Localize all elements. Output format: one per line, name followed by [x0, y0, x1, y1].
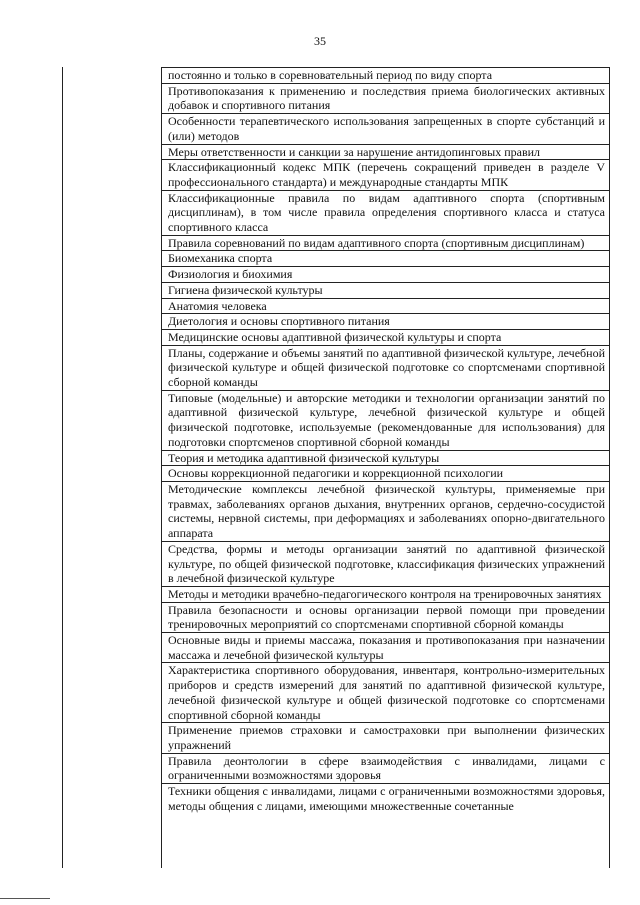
table-row: Особенности терапевтического использования запрещенных в спорте субстанций и (или) методов [162, 113, 609, 143]
table-row: Теория и методика адаптивной физической культуры [162, 450, 609, 466]
table-row: Типовые (модельные) и авторские методики и технологии организации занятий по адаптивной физической культуре, лечебной физической культуре и общей физической подготовке, используемые (рекомендованные для использования) для подготовки спортсменов спортивной сборной команды [162, 390, 609, 450]
table-row: Физиология и биохимия [162, 266, 609, 282]
table-row: Методы и методики врачебно-педагогического контроля на тренировочных занятиях [162, 586, 609, 602]
table-row: Методические комплексы лечебной физической культуры, применяемые при травмах, заболеваниях органов дыхания, внутренних органов, сердечно-сосудистой системы, нервной системы, при деформациях и заболеваниях опорно-двигательного аппарата [162, 481, 609, 541]
table-row: Меры ответственности и санкции за нарушение антидопинговых правил [162, 144, 609, 160]
table-right-column [162, 67, 609, 813]
page-number: 35 [314, 34, 326, 48]
knowledge-table [62, 67, 610, 868]
table-row: Классификационные правила по видам адаптивного спорта (спортивным дисциплинам), в том числе правила определения спортивного класса и статуса спортивного класса [162, 190, 609, 235]
table-row: Характеристика спортивного оборудования, инвентаря, контрольно-измерительных приборов и средств измерений для занятий по адаптивной физической культуре, лечебной физической культуре и общей физической подготовке со спортсменами спортивной сборной команды [162, 662, 609, 722]
footer-line [0, 898, 50, 899]
table-row: Диетология и основы спортивного питания [162, 313, 609, 329]
table-row: Техники общения с инвалидами, лицами с ограниченными возможностями здоровья, методы общения с лицами, имеющими множественные сочетанные [162, 783, 609, 813]
table-row: Основные виды и приемы массажа, показания и противопоказания при назначении массажа и лечебной физической культуры [162, 632, 609, 662]
table-row: Планы, содержание и объемы занятий по адаптивной физической культуре, лечебной физической культуре и общей физической подготовке со спортсменами спортивной сборной команды [162, 345, 609, 390]
table-row: Правила безопасности и основы организации первой помощи при проведении тренировочных мероприятий со спортсменами спортивной сборной команды [162, 602, 609, 632]
table-row: Биомеханика спорта [162, 250, 609, 266]
table-row: постоянно и только в соревновательный период по виду спорта [162, 67, 609, 83]
table-row: Средства, формы и методы организации занятий по адаптивной физической культуре, по общей физической подготовке, классификация физических упражнений в лечебной физической культуре [162, 541, 609, 586]
table-row: Классификационный кодекс МПК (перечень сокращений приведен в разделе V профессионального стандарта) и международные стандарты МПК [162, 159, 609, 189]
table-row: Правила соревнований по видам адаптивного спорта (спортивным дисциплинам) [162, 235, 609, 251]
table-row: Анатомия человека [162, 298, 609, 314]
table-row: Медицинские основы адаптивной физической культуры и спорта [162, 329, 609, 345]
table-row: Противопоказания к применению и последствия приема биологических активных добавок и спортивного питания [162, 83, 609, 113]
table-row: Гигиена физической культуры [162, 282, 609, 298]
table-row: Применение приемов страховки и самостраховки при выполнении физических упражнений [162, 722, 609, 752]
table-left-column [63, 67, 162, 868]
table-row: Правила деонтологии в сфере взаимодействия с инвалидами, лицами с ограниченными возможностями здоровья [162, 753, 609, 783]
table-row: Основы коррекционной педагогики и коррекционной психологии [162, 465, 609, 481]
